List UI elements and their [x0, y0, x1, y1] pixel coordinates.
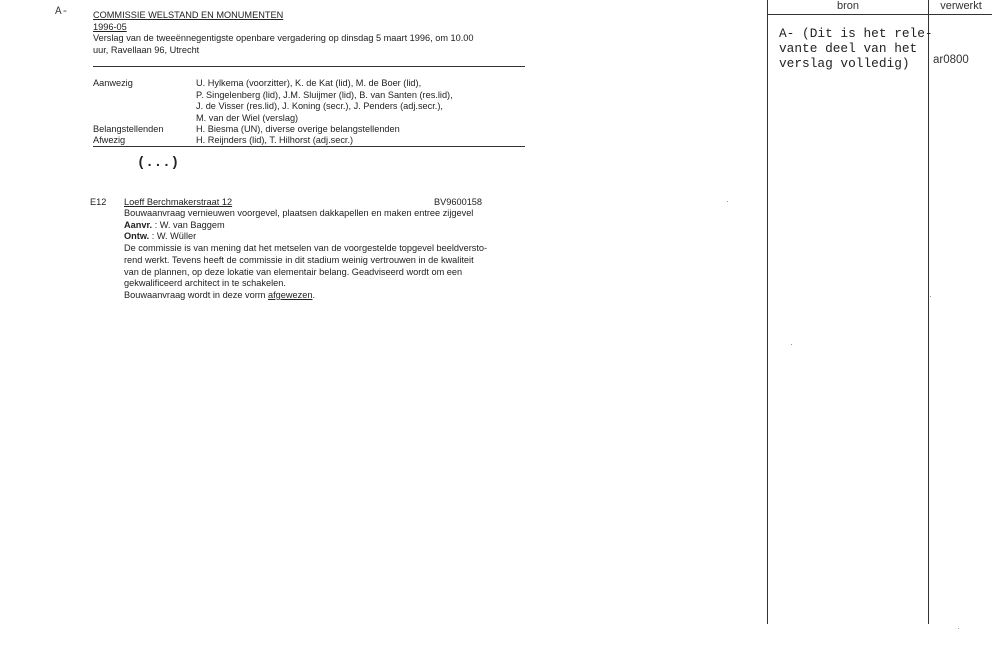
item-reference: BV9600158: [434, 197, 483, 207]
attendance-absent-line: H. Reijnders (lid), T. Hilhorst (adj.secr.): [196, 135, 354, 145]
intro-line: uur, Ravellaan 96, Utrecht: [93, 45, 200, 56]
designer-label: Ontw.: [124, 231, 150, 242]
item-applicant-row: [124, 220, 487, 232]
verdict-prefix: Bouwaanvraag wordt in deze vorm: [124, 289, 269, 300]
document-heading: [93, 10, 474, 57]
attendance-label-absent: Afwezig: [93, 135, 126, 145]
item-request: Bouwaanvraag vernieuwen voorgevel, plaatsen dakkapellen en maken entree zijgevel: [124, 208, 474, 218]
scan-speck: [791, 344, 792, 345]
column-header-verwerkt: verwerkt: [940, 0, 982, 12]
source-note-line: verslag volledig): [779, 56, 910, 71]
divider-top: [93, 66, 525, 67]
item-body-line: van de plannen, op deze lokatie van elementair belang. Geadviseerd wordt om een: [124, 266, 463, 277]
processed-code: ar0800: [933, 54, 969, 66]
item-body: [124, 208, 487, 302]
omission-marker: (...): [137, 155, 180, 171]
item-code: E12: [90, 197, 107, 207]
scan-speck: [930, 296, 931, 297]
source-note: [779, 26, 933, 71]
item-body-line: De commissie is van mening dat het metselen van de voorgestelde topgevel beeldversto-: [124, 243, 488, 254]
source-note-line: vante deel van het: [779, 41, 918, 56]
committee-title: COMMISSIE WELSTAND EN MONUMENTEN: [93, 10, 284, 20]
item-body-line: gekwalificeerd architect in te schakelen.: [124, 278, 286, 289]
item-designer-row: [124, 231, 487, 243]
table-column-divider: [928, 0, 929, 624]
source-note-line: A- (Dit is het rele-: [779, 26, 933, 41]
item-body-line: rend werkt. Tevens heeft de commissie in dit stadium weinig vertrouwen in de kwaliteit: [124, 254, 474, 265]
divider-bottom: [93, 146, 525, 147]
table-left-border: [767, 0, 768, 624]
verdict: afgewezen: [268, 289, 313, 300]
intro-line: Verslag van de tweeënnegentigste openbare vergadering op dinsdag 5 maart 1996, om 10.00: [93, 33, 474, 44]
attendance-labels: [93, 78, 133, 90]
attendance-line: U. Hylkema (voorzitter), K. de Kat (lid), M. de Boer (lid),: [196, 78, 422, 88]
item-verdict-row: [124, 290, 487, 302]
attendance-line: M. van der Wiel (verslag): [196, 113, 299, 124]
item-address: Loeff Berchmakerstraat 12: [124, 197, 233, 207]
verdict-suffix: .: [312, 289, 316, 300]
attendance-interested-line: H. Biesma (UN), diverse overige belangstellenden: [196, 124, 400, 134]
applicant-value: : W. van Baggem: [154, 219, 225, 230]
margin-marker: A-: [55, 6, 69, 18]
attendance-line: P. Singelenberg (lid), J.M. Sluijmer (lid), B. van Santen (res.lid),: [196, 89, 453, 100]
scan-speck: [958, 628, 959, 629]
attendance-present-list: [196, 78, 453, 125]
scan-speck: [727, 201, 728, 202]
designer-value: : W. Wüller: [151, 231, 197, 242]
applicant-label: Aanvr.: [124, 219, 153, 230]
attendance-label-present: Aanwezig: [93, 78, 133, 88]
attendance-label-interested: Belangstellenden: [93, 124, 164, 134]
table-header-rule: [767, 14, 992, 15]
attendance-line: J. de Visser (res.lid), J. Koning (secr.), J. Penders (adj.secr.),: [196, 101, 443, 112]
column-header-bron: bron: [836, 0, 860, 12]
report-number: 1996-05: [93, 21, 127, 32]
